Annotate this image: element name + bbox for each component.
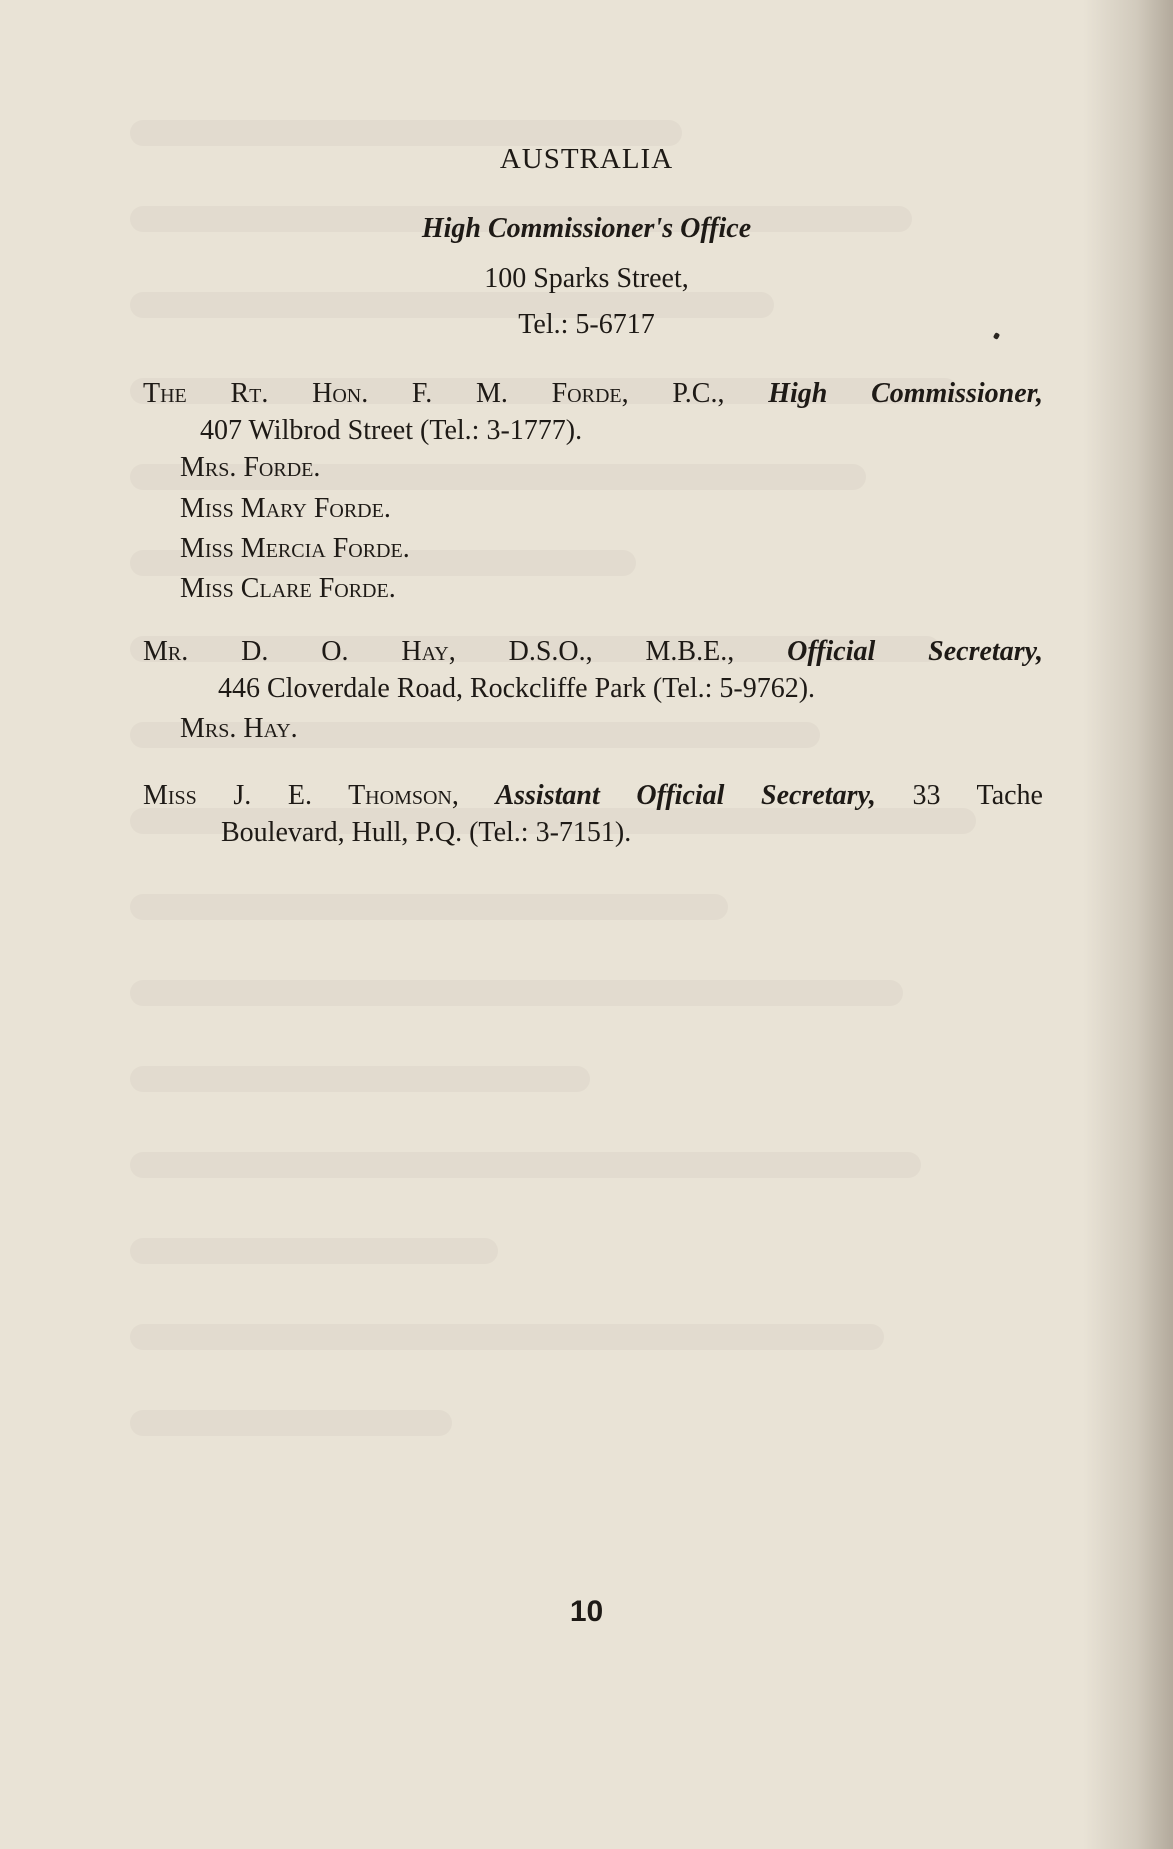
country-heading: AUSTRALIA (499, 143, 674, 175)
entry-address: 407 Wilbrod Street (Tel.: 3-1777). (200, 415, 583, 446)
family-member: Miss Clare Forde. (180, 573, 396, 604)
entry-name: Mr. D. O. Hay, D.S.O., M.B.E., (143, 636, 735, 667)
family-member: Mrs. Forde. (180, 452, 321, 483)
family-member: Mrs. Hay. (180, 713, 298, 744)
office-heading: High Commissioner's Office (421, 213, 752, 244)
entry-title: Official Secretary, (787, 636, 1044, 667)
office-telephone: Tel.: 5-6717 (518, 309, 655, 340)
page-number: 10 (569, 1595, 604, 1628)
entry-address: Boulevard, Hull, P.Q. (Tel.: 3-7151). (221, 817, 632, 848)
entry-high-commissioner (143, 375, 1043, 449)
office-street: 100 Sparks Street, (484, 263, 689, 294)
family-member: Miss Mary Forde. (180, 493, 391, 524)
entry-first-line (143, 375, 1043, 412)
entry-title: Assistant Official Secretary, (495, 780, 876, 811)
entry-name: Miss J. E. Thomson, (143, 780, 459, 811)
entry-assistant-official-secretary (143, 777, 1043, 851)
entry-address-start: 33 Tache (912, 780, 1043, 811)
entry-address: 446 Cloverdale Road, Rockcliffe Park (Tel.: 5-9762). (218, 673, 816, 704)
entry-title: High Commissioner, (768, 378, 1044, 409)
entry-official-secretary (143, 633, 1043, 707)
entry-first-line (143, 777, 1043, 814)
family-member: Miss Mercia Forde. (180, 533, 410, 564)
entry-first-line (143, 633, 1043, 670)
entry-name: The Rt. Hon. F. M. Forde, P.C., (143, 378, 725, 409)
